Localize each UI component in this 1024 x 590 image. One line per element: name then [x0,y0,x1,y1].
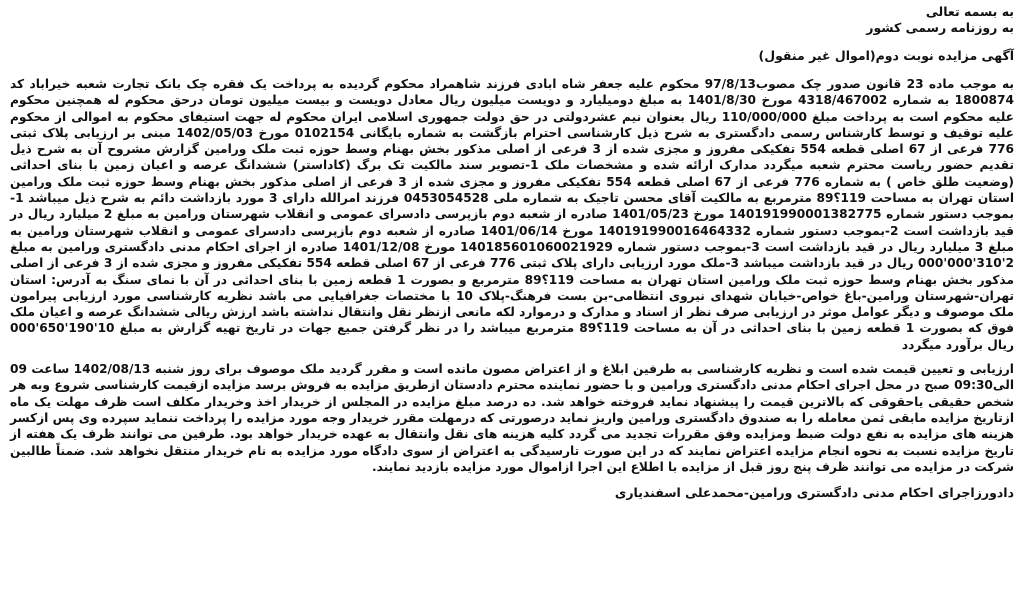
notice-title: آگهی مزایده نوبت دوم(اموال غیر منقول) [758,48,1014,63]
notice-signature: دادورزاجرای احکام مدنی دادگستری ورامین-محمدعلی اسفندیاری [614,485,1014,501]
notice-paragraph-1: به موجب ماده 23 قانون صدور چک مصوب97/8/13 محکوم علیه جعفر شاه ابادی فرزند شاهمراد محکوم گردیده به پرداخت یک فقره چک بانک تجارت شعبه خیراباد کد 1800874 به شماره 4318/467002 مورخ 1401/8/30 به مبلغ دومیلیارد و دویست میلیون ریال معادل دویست و بیست میلیون تومان درحق محکوم له همچنین محکوم علیه محکوم است به پرداخت مبلغ 110/000/000 ریال بعنوان نیم عشردولتی در حق دولت جمهوری اسلامی ایران محکوم له جهت استیفای محکوم به اموالی از محکوم علیه توقیف و توسط کارشناس رسمی دادگستری به شرح ذیل کارشناسی احترام بازگشت به شماره بایگانی 0102154 مورخ 1402/05/03 مبنی بر ارزیابی پلاک ثبتی 776 فرعی از 67 اصلی قطعه 554 تفکیکی مفروز و مجزی شده از 3 فرعی از اصلی مذکور بخش بهنام وسط حوزه ثبت ملک ورامین گزارش مشروح آن به شرح ذیل تقدیم حضور ریاست محترم شعبه میگردد مدارک ارائه شده و مشخصات ملک 1-تصویر سند مالکیت تک برگ (کاداستر) ششدانگ عرصه و اعیان زمین با بنای احداثی (وضعیت طلق خاص ) به شماره 776 فرعی از 67 اصلی قطعه 554 تفکیکی مفروز و مجزی شده از 3 فرعی از اصلی مذکور بخش بهنام وسط حوزه ثبت ملک ورامین استان تهران به مساحت 119؟89 مترمربع به مالکیت آقای محسن تاجیک به شماره ملی 0453054528 فرزند امرالله دارای 3 مورد بازداشت دائم به شرح ذیل میباشد 1-بموجب دستور شماره 140191990001382775 مورخ 1401/05/23 صادره از شعبه دوم بازپرسی دادسرای عمومی و انقلاب شهرستان ورامین به مبلغ 2 میلیارد ریال در قید بازداشت است 2-بموجب دستور شماره 140191990016464332 مورخ 1401/06/14 صادره از شعبه دوم بازپرسی دادسرای عمومی و انقلاب شهرستان ورامین به مبلغ 3 میلیارد ریال در قید بازداشت است 3-بموجب دستور شماره 140185601060021929 مورخ 1401/12/08 صادره از اجرای احکام مدنی دادگستری ورامین به مبلغ 2'310'000'000 ریال در قید بازداشت میباشد 3-ملک مورد ارزیابی دارای پلاک ثبتی 776 فرعی از 67 اصلی قطعه 554 تفکیکی مفروز و مجزی شده از 3 فرعی از اصلی مذکور بخش بهنام وسط حوزه ثبت ملک ورامین استان تهران به مساحت 119؟89 مترمربع و بصورت 1 قطعه زمین با بنای احداثی در آن با نمای سنگ به آدرس: استان تهران-شهرستان ورامین-باغ خواص-خیابان شهدای نیروی انتظامی-بن بست فرهنگ-پلاک 10 با مختصات جغرافیایی می باشد نظریه کارشناسی مورد ارزیابی پیرامون ملک موصوف و دیگر عوامل موثر در ارزیابی صرف نظر از اسناد و مدارک و درموارد لکه مانعی ازنظر نقل وانتقال نداشته باشد ارزش ریالی ششدانگ عرصه و اعیان ملک فوق که بصورت 1 قطعه زمین با بنای احداثی در آن به مساحت 119؟89 مترمربع میباشد را در نظر گرفتن جمیع جهات در تاریخ تهیه گزارش به مبلغ 10'190'650'000 ریال برآورد میگردد [10,77,1015,352]
basmala-heading: به بسمه تعالی [925,4,1014,19]
notice-paragraph-2: ارزیابی و تعیین قیمت شده است و نظریه کارشناسی به طرفین ابلاغ و از اعتراض مصون مانده است و مقرر گردید ملک موصوف برای روز شنبه 1402/08/13 ساعت 09 الی09:30 صبح در محل اجرای احکام مدنی دادگستری ورامین و با حضور نماینده محترم دادستان ازطریق مزایده به فروش برسد مزایده ازقیمت کارشناسی شروع وبه هر شخص حقیقی یاحقوقی که بالاترین قیمت را پیشنهاد نماید فروخته خواهد شد. ده درصد مبلغ مزایده در المجلس از خریدار اخذ وخریدار مکلف است ظرف مهلت یک ماه ازتاریخ مزایده مابقی ثمن معامله را به صندوق دادگستری ورامین واریز نماید درصورتی که درمهلت مقرر خریدار وجه مورد مزایده را پرداخت ننماید سپرده وی پس ازکسر هزینه های مزایده به نفع دولت ضبط ومزایده وفق مقررات تجدید می گردد کلیه هزینه های نقل وانتقال به عهده خریدار خواهد بود. طرفین می توانند ظرف یک هفته از تاریخ مزایده نسبت به نحوه انجام مزایده اعتراض نمایند که در این صورت تارسیدگی به اعتراض از سوی دادگاه مورد مزایده به نام خریدار منتقل نخواهد شد. ضمناً طالبین شرکت در مزایده می توانند ظرف پنج روز قبل از مزایده با اطلاع این اجرا ازاموال مورد مزایده بازدید نمایند. [10,362,1014,474]
newspaper-heading: به روزنامه رسمی کشور [866,20,1014,35]
